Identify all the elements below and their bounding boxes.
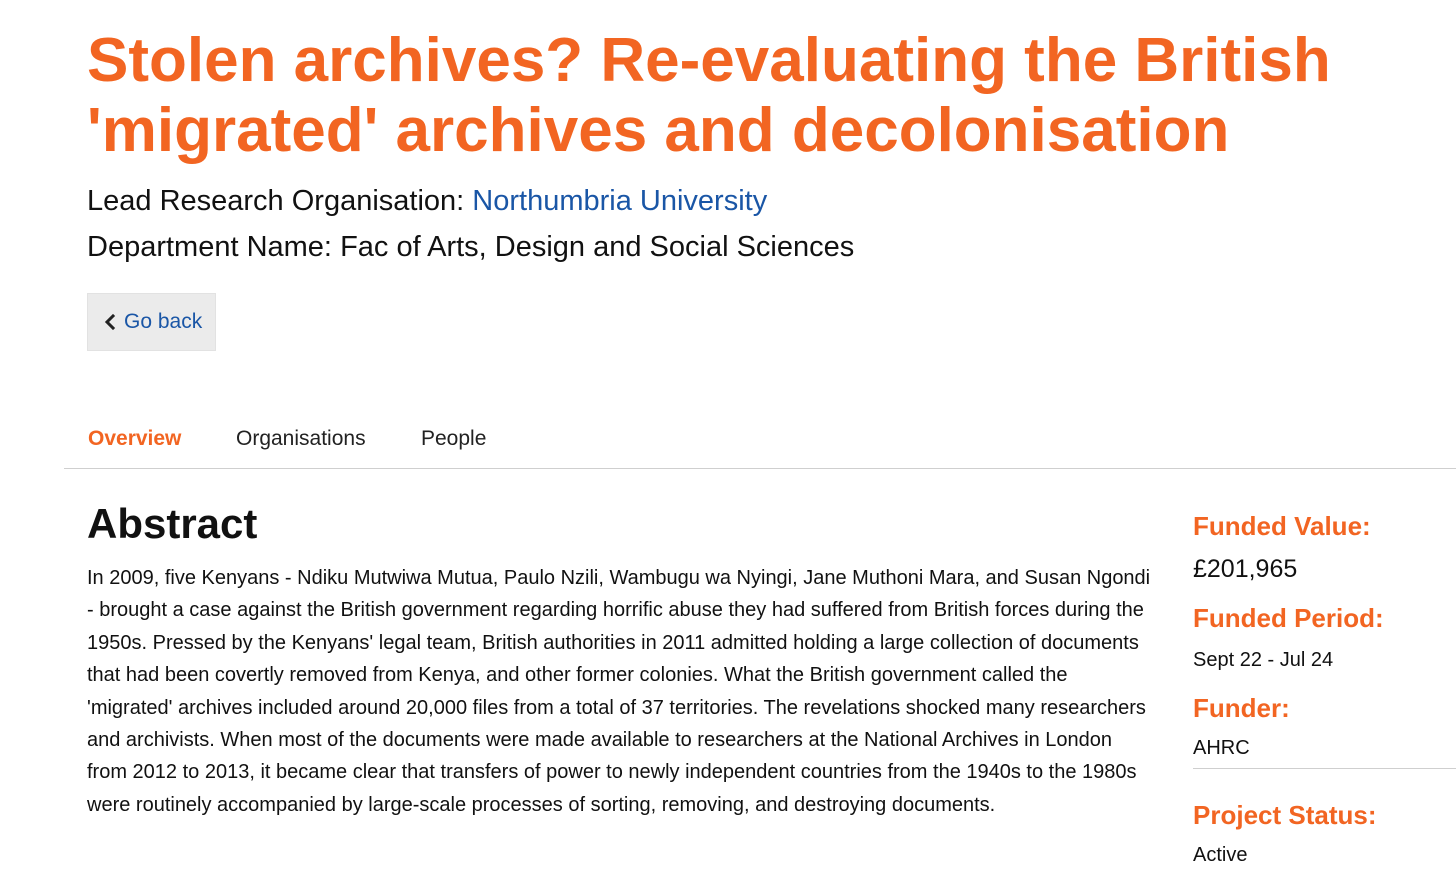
- sidebar-divider: [1193, 768, 1456, 769]
- project-status: Active: [1193, 844, 1248, 866]
- department-label: Department Name:: [87, 231, 332, 263]
- department-line: [87, 230, 854, 264]
- funded-period: Sept 22 - Jul 24: [1193, 649, 1334, 671]
- tab-organisations[interactable]: Organisations: [236, 427, 366, 450]
- abstract-text: In 2009, five Kenyans - Ndiku Mutwiwa Mutua, Paulo Nzili, Wambugu wa Nyingi, Jane Muthoni Mara, and Susan Ngondi - brought a case against the British government regarding horrific abuse they had suffered from British forces during the 1950s. Pressed by the Kenyans' legal team, British authorities in 2011 admitted holding a large collection of documents that had been covertly removed from Kenya, and other former colonies. What the British government called the 'migrated' archives included around 20,000 files from a total of 37 territories. The revelations shocked many researchers and archivists. When most of the documents were made available to researchers at the National Archives in London from 2012 to 2013, it became clear that transfers of power to newly independent countries from the 1940s to the 1980s were routinely accompanied by large-scale processes of sorting, removing, and destroying documents.: [87, 567, 1151, 816]
- page-title: Stolen archives? Re-evaluating the British 'migrated' archives and decolonisation: [87, 26, 1331, 165]
- tab-overview[interactable]: Overview: [88, 427, 182, 450]
- funder-label: Funder:: [1193, 693, 1290, 723]
- tab-bar: [64, 418, 1456, 469]
- project-details-sidebar: [1193, 510, 1456, 867]
- lead-organisation-label: Lead Research Organisation:: [87, 185, 465, 217]
- go-back-button[interactable]: [87, 293, 216, 351]
- project-status-label: Project Status:: [1193, 800, 1377, 830]
- funded-value-label: Funded Value:: [1193, 511, 1371, 541]
- lead-organisation-line: [87, 184, 767, 218]
- go-back-label: Go back: [124, 310, 203, 333]
- chevron-left-icon: [104, 313, 118, 331]
- funder-value: AHRC: [1193, 737, 1250, 759]
- funded-period-label: Funded Period:: [1193, 603, 1384, 633]
- tab-people[interactable]: People: [421, 427, 487, 450]
- department-value: Fac of Arts, Design and Social Sciences: [340, 231, 855, 263]
- funded-value: £201,965: [1193, 555, 1298, 583]
- lead-organisation-link[interactable]: Northumbria University: [472, 185, 768, 217]
- abstract-heading: Abstract: [87, 500, 258, 547]
